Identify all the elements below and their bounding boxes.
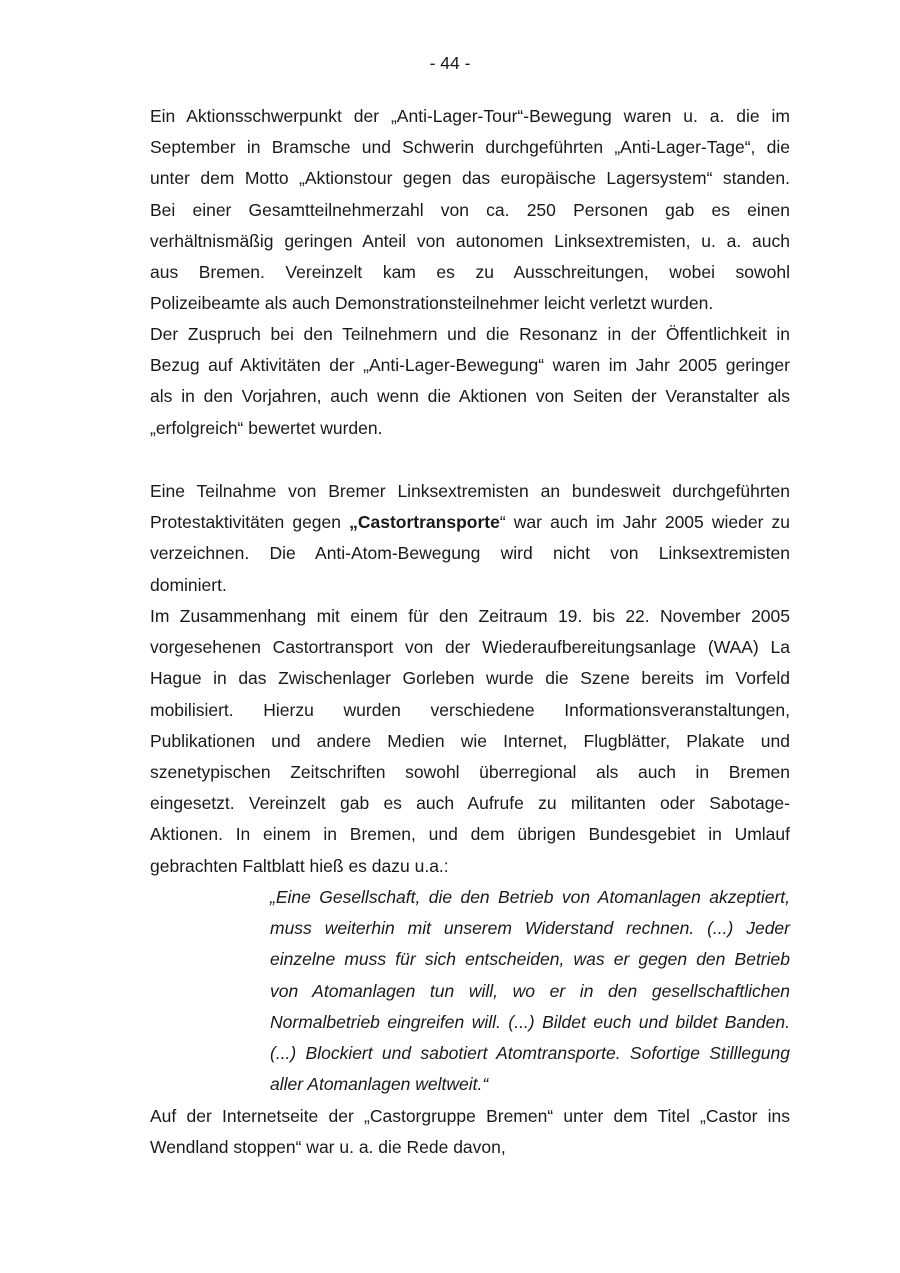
text-line: gebrachten Faltblatt hieß es dazu u.a.: [150, 855, 449, 876]
text-line: verhältnismäßig geringen Anteil von autonomen Linksextremisten, u. a. auch [150, 230, 790, 251]
paragraph-castorgruppe-bremen [150, 1101, 790, 1163]
paragraph-anti-lager-tour [150, 101, 790, 319]
text-line: eingesetzt. Vereinzelt gab es auch Aufrufe zu militanten oder Sabotage- [150, 793, 790, 814]
quote-line: aller Atomanlagen weltweit.“ [270, 1074, 489, 1095]
text-line: Hague in das Zwischenlager Gorleben wurde die Szene bereits im Vorfeld [150, 668, 790, 689]
text-line: Bei einer Gesamtteilnehmerzahl von ca. 250 Personen gab es einen [150, 199, 790, 220]
text-line: Ein Aktionsschwerpunkt der „Anti-Lager-Tour“-Bewegung waren u. a. die im [150, 106, 790, 126]
page-number: - 44 - [429, 53, 471, 73]
text-line: Aktionen. In einem in Bremen, und dem übrigen Bundesgebiet in Umlauf [150, 824, 790, 845]
text-line: Wendland stoppen“ war u. a. die Rede davon, [150, 1137, 506, 1158]
bold-keyword: „Castortransporte [349, 512, 500, 533]
text-line: September in Bramsche und Schwerin durchgeführten „Anti-Lager-Tage“, die [150, 137, 790, 158]
paragraph-castortransport-gorleben [150, 601, 790, 882]
text-segment: Protestaktivitäten gegen [150, 512, 350, 533]
text-segment: “ war auch im Jahr 2005 wieder zu [499, 512, 791, 533]
text-line: Eine Teilnahme von Bremer Linksextremisten an bundesweit durchgeführten [150, 481, 790, 501]
quote-line: von Atomanlagen tun will, wo er in den gesellschaftlichen [270, 980, 790, 1001]
text-line: szenetypischen Zeitschriften sowohl überregional als auch in Bremen [150, 761, 790, 782]
text-line: Der Zuspruch bei den Teilnehmern und die Resonanz in der Öffentlichkeit in [150, 324, 790, 344]
text-line [150, 507, 790, 538]
text-line: unter dem Motto „Aktionstour gegen das europäische Lagersystem“ standen. [150, 168, 790, 189]
text-line: aus Bremen. Vereinzelt kam es zu Ausschreitungen, wobei sowohl [150, 261, 790, 282]
text-line: verzeichnen. Die Anti-Atom-Bewegung wird nicht von Linksextremisten [150, 543, 790, 564]
quote-line: (...) Blockiert und sabotiert Atomtransporte. Sofortige Stilllegung [270, 1042, 790, 1063]
quote-line: Normalbetrieb eingreifen will. (...) Bildet euch und bildet Banden. [270, 1011, 790, 1032]
text-line: Polizeibeamte als auch Demonstrationsteilnehmer leicht verletzt wurden. [150, 293, 714, 314]
paragraph-castortransporte [150, 476, 790, 601]
text-line: Auf der Internetseite der „Castorgruppe Bremen“ unter dem Titel „Castor ins [150, 1106, 790, 1126]
text-line: dominiert. [150, 574, 227, 595]
quote-line: muss weiterhin mit unserem Widerstand rechnen. (...) Jeder [270, 918, 790, 939]
block-quote [270, 882, 790, 1100]
text-line: als in den Vorjahren, auch wenn die Aktionen von Seiten der Veranstalter als [150, 386, 790, 407]
text-line: Im Zusammenhang mit einem für den Zeitraum 19. bis 22. November 2005 [150, 606, 790, 626]
text-line: vorgesehenen Castortransport von der Wiederaufbereitungsanlage (WAA) La [150, 637, 790, 658]
quote-line: „Eine Gesellschaft, die den Betrieb von Atomanlagen akzeptiert, [270, 887, 790, 907]
text-line: mobilisiert. Hierzu wurden verschiedene Informationsveranstaltungen, [150, 699, 790, 720]
quote-line: einzelne muss für sich entscheiden, was er gegen den Betrieb [270, 949, 790, 970]
paragraph-resonanz [150, 319, 790, 444]
text-line: Publikationen und andere Medien wie Internet, Flugblätter, Plakate und [150, 730, 790, 751]
text-line: „erfolgreich“ bewertet wurden. [150, 417, 383, 438]
text-line: Bezug auf Aktivitäten der „Anti-Lager-Bewegung“ waren im Jahr 2005 geringer [150, 355, 790, 376]
